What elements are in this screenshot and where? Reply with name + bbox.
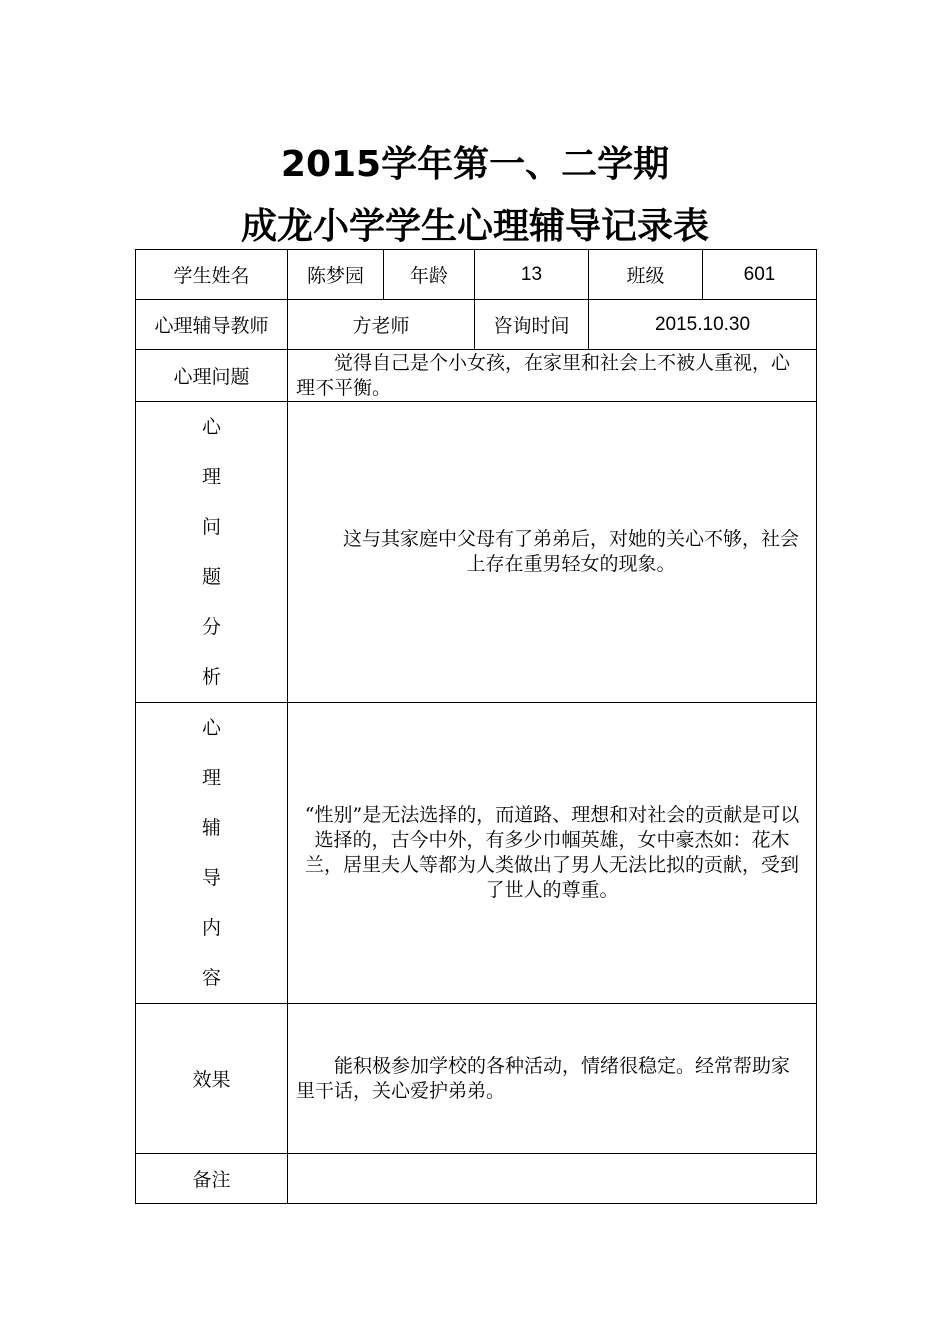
table-row — [136, 703, 817, 1004]
guidance-label-char: 心 — [201, 717, 221, 739]
table-row — [136, 250, 817, 300]
analysis-label-stack — [136, 402, 287, 702]
guidance-label-char: 内 — [201, 917, 221, 939]
problem-label: 心理问题 — [136, 350, 288, 402]
analysis-label-char: 问 — [201, 516, 221, 538]
age-value: 13 — [475, 250, 589, 300]
guidance-label-char: 导 — [201, 867, 221, 889]
analysis-label-char: 析 — [201, 666, 221, 688]
document-title: 2015学年第一、二学期 — [280, 144, 670, 185]
analysis-label-char: 题 — [201, 566, 221, 588]
guidance-label-char: 理 — [201, 767, 221, 789]
consult-time-value: 2015.10.30 — [589, 300, 817, 350]
guidance-label-char: 容 — [201, 967, 221, 989]
guidance-label-stack — [136, 703, 287, 1003]
table-row — [136, 1154, 817, 1204]
table-row — [136, 350, 817, 402]
analysis-label — [136, 402, 288, 703]
effect-value: 能积极参加学校的各种活动，情绪很稳定。经常帮助家里干话，关心爱护弟弟。 — [288, 1004, 817, 1154]
class-value: 601 — [703, 250, 817, 300]
guidance-label-char: 辅 — [201, 817, 221, 839]
problem-value: 觉得自己是个小女孩，在家里和社会上不被人重视，心理不平衡。 — [288, 350, 817, 402]
teacher-value: 方老师 — [288, 300, 475, 350]
effect-label: 效果 — [136, 1004, 288, 1154]
remarks-value — [288, 1154, 817, 1204]
student-name-value: 陈梦园 — [288, 250, 384, 300]
guidance-label — [136, 703, 288, 1004]
guidance-value: “性别”是无法选择的，而道路、理想和对社会的贡献是可以选择的，古今中外，有多少巾帼英雄，女中豪杰如：花木兰，居里夫人等都为人类做出了男人无法比拟的贡献，受到了世人的尊重。 — [288, 703, 817, 1004]
student-name-label: 学生姓名 — [136, 250, 288, 300]
consult-time-label: 咨询时间 — [475, 300, 589, 350]
analysis-label-char: 理 — [201, 466, 221, 488]
age-label: 年龄 — [384, 250, 475, 300]
table-row — [136, 300, 817, 350]
analysis-label-char: 分 — [201, 616, 221, 638]
table-row — [136, 402, 817, 703]
class-label: 班级 — [589, 250, 703, 300]
remarks-label: 备注 — [136, 1154, 288, 1204]
teacher-label: 心理辅导教师 — [136, 300, 288, 350]
document-subtitle: 成龙小学学生心理辅导记录表 — [240, 206, 709, 247]
counseling-record-table — [135, 249, 817, 1204]
analysis-label-char: 心 — [201, 416, 221, 438]
table-row — [136, 1004, 817, 1154]
analysis-value: 这与其家庭中父母有了弟弟后，对她的关心不够，社会上存在重男轻女的现象。 — [288, 402, 817, 703]
